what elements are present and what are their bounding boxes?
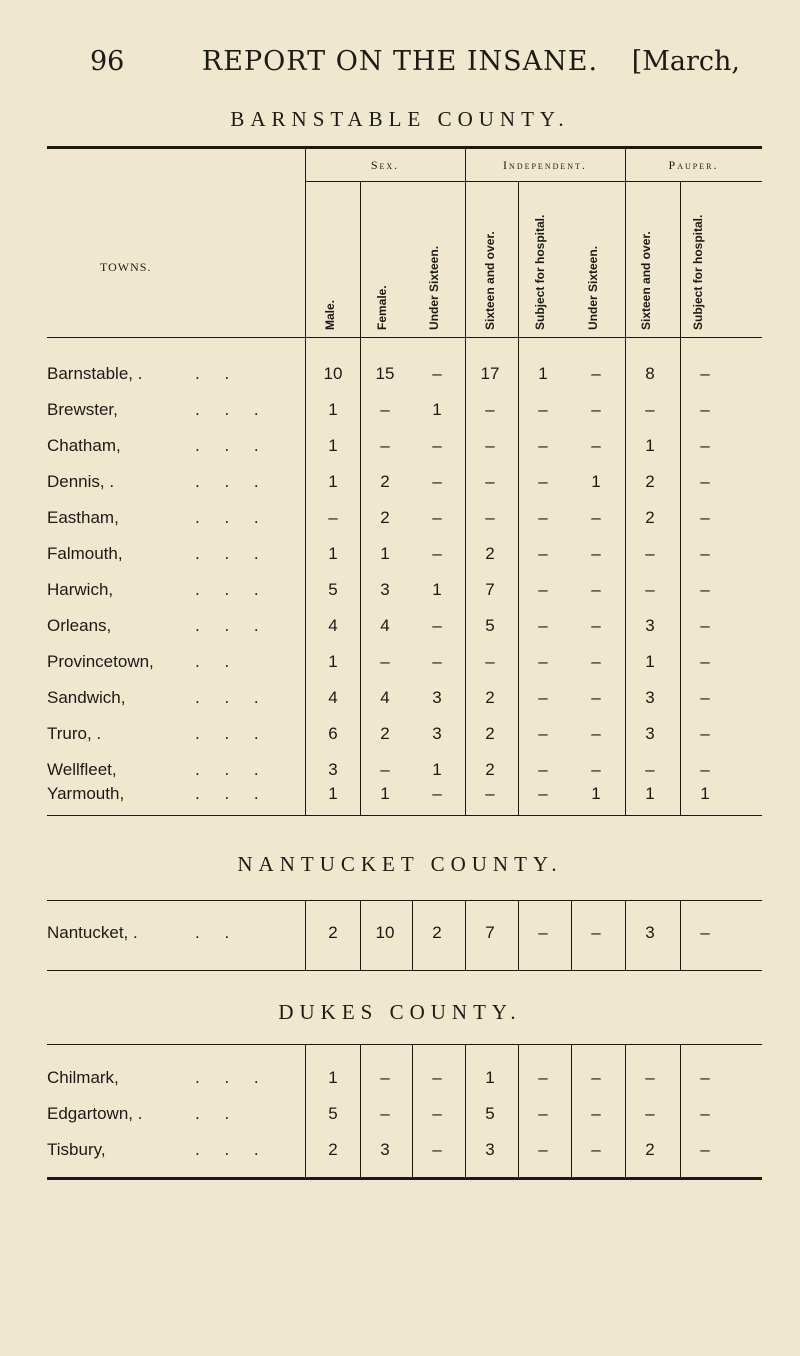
table-row xyxy=(0,436,800,466)
town-name: Sandwich, xyxy=(47,688,126,707)
ind-under16-cell: – xyxy=(432,1068,442,1087)
ind-hospital-cell: – xyxy=(538,472,548,491)
male-cell: 1 xyxy=(328,472,338,491)
ind-16over-cell: 5 xyxy=(485,1104,495,1123)
ind-hospital-cell: – xyxy=(538,544,548,563)
document-page: 96 REPORT ON THE INSANE. [March, BARNSTABLE COUNTY. Sex. Independent. Pauper. TOWNS. Male. Female. Under Sixteen. Sixteen and over. Subject for hospital. Under Sixteen. Sixteen and over. Subject for hospital. Barnstable, . . . 10 15 – 17 1 – 8 – Brewster, . . . 1 – 1 – – – – – Chatham, . . . 1 – – – – – 1 – Dennis, . . . . 1 2 – – – 1 2 – Eastham, . . . – 2 – – – – 2 – Falmouth, . . . 1 1 – 2 – – – – Harwich, . . . 5 3 1 7 – – – – Orleans, . . . 4 4 – 5 – – 3 – Provincetown, . . 1 – – – – – 1 – Sandwich, . . . 4 4 3 2 – – 3 – Truro, . . . . 6 2 3 2 – – 3 – Wellfleet, . . . 3 – 1 2 – – – – Yarmouth, . . . 1 1 – – – 1 1 1 NANTUCKET COUNTY. Nantucket, . . . 2 10 2 7 – – 3 – DUKES COUNTY. Chilmark, . . . 1 – – 1 – – – – Edgartown, . . . 5 – – 5 – – – – Tisbury, . . . 2 3 – 3 – – 2 – xyxy=(0,0,800,1356)
page-title: REPORT ON THE INSANE. xyxy=(201,46,599,77)
female-cell: 3 xyxy=(380,1140,390,1159)
ind-under16-cell: 1 xyxy=(432,580,442,599)
male-cell: 4 xyxy=(328,688,338,707)
section-top-rule xyxy=(47,900,762,901)
ind-hospital-cell: – xyxy=(538,724,548,743)
pau-under16-cell: – xyxy=(591,400,601,419)
table-row xyxy=(0,364,800,394)
town-name: Chatham, xyxy=(47,436,121,455)
table-row xyxy=(0,1104,800,1134)
ind-hospital-cell: 1 xyxy=(538,364,548,383)
town-name: Orleans, xyxy=(47,616,112,635)
ind-under16-cell: 1 xyxy=(432,760,442,779)
female-cell: – xyxy=(380,1104,390,1123)
pau-under16-cell: – xyxy=(591,1068,601,1087)
pau-under16-cell: – xyxy=(591,760,601,779)
female-cell: 10 xyxy=(375,923,395,942)
dukes-county-title: DUKES COUNTY. xyxy=(278,1000,522,1024)
pau-hospital-cell: – xyxy=(700,472,710,491)
table-row xyxy=(0,652,800,682)
female-cell: – xyxy=(380,400,390,419)
ind-hospital-cell: – xyxy=(538,508,548,527)
table-row xyxy=(0,923,800,953)
town-name: Nantucket, . xyxy=(47,923,138,942)
leader-dots: . . xyxy=(195,364,240,383)
leader-dots: . . . xyxy=(195,784,269,803)
town-name: Eastham, xyxy=(47,508,119,527)
ind-16over-cell: 7 xyxy=(485,580,495,599)
table-row xyxy=(0,544,800,574)
running-head xyxy=(0,46,800,86)
leader-dots: . . xyxy=(195,923,240,942)
ind-under16-cell: – xyxy=(432,364,442,383)
ind-hospital-cell: – xyxy=(538,436,548,455)
ind-hospital-cell: – xyxy=(538,1104,548,1123)
leader-dots: . . . xyxy=(195,724,269,743)
male-cell: 6 xyxy=(328,724,338,743)
ind-16over-cell: 7 xyxy=(485,923,495,942)
pau-16over-cell: 3 xyxy=(645,616,655,635)
ind-16over-cell: 2 xyxy=(485,688,495,707)
ind-16over-cell: 2 xyxy=(485,544,495,563)
pau-hospital-cell: – xyxy=(700,923,710,942)
leader-dots: . . . xyxy=(195,1140,269,1159)
town-name: Tisbury, xyxy=(47,1140,106,1159)
ind-16over-cell: 2 xyxy=(485,760,495,779)
barnstable-bottom-rule xyxy=(47,815,762,816)
pau-under16-cell: – xyxy=(591,1104,601,1123)
pau-under16-cell: 1 xyxy=(591,784,601,803)
ind-hospital-cell: – xyxy=(538,652,548,671)
ind-hospital-cell: – xyxy=(538,1140,548,1159)
ind-under16-cell: 3 xyxy=(432,724,442,743)
pau-under16-cell: – xyxy=(591,436,601,455)
pau-under16-cell: – xyxy=(591,1140,601,1159)
ind-under16-cell: 1 xyxy=(432,400,442,419)
pau-hospital-cell: – xyxy=(700,508,710,527)
female-cell: 2 xyxy=(380,724,390,743)
pau-under16-cell: 1 xyxy=(591,472,601,491)
pau-hospital-cell: – xyxy=(700,1140,710,1159)
pau-16over-cell: 1 xyxy=(645,652,655,671)
table-row xyxy=(0,400,800,430)
ind-hospital-cell: – xyxy=(538,784,548,803)
ind-under16-cell: 3 xyxy=(432,688,442,707)
ind-under16-cell: 2 xyxy=(432,923,442,942)
pau-16over-cell: 3 xyxy=(645,724,655,743)
ind-16over-cell: – xyxy=(485,472,495,491)
leader-dots: . . . xyxy=(195,688,269,707)
ind-hospital-cell: – xyxy=(538,400,548,419)
pau-hospital-cell: – xyxy=(700,436,710,455)
town-name: Brewster, xyxy=(47,400,118,419)
ind-hospital-cell: – xyxy=(538,580,548,599)
male-cell: 1 xyxy=(328,400,338,419)
nantucket-county-title: NANTUCKET COUNTY. xyxy=(237,852,563,876)
pau-16over-cell: 8 xyxy=(645,364,655,383)
pau-16over-cell: – xyxy=(645,1104,655,1123)
female-cell: 4 xyxy=(380,616,390,635)
towns-column-header: TOWNS. xyxy=(100,260,152,274)
ind-hospital-cell: – xyxy=(538,616,548,635)
female-cell: – xyxy=(380,760,390,779)
pau-hospital-cell: 1 xyxy=(700,784,710,803)
table-row xyxy=(0,724,800,754)
ind-16over-cell: 3 xyxy=(485,1140,495,1159)
pau-hospital-cell: – xyxy=(700,544,710,563)
ind-16over-cell: – xyxy=(485,784,495,803)
leader-dots: . . . xyxy=(195,472,269,491)
table-row xyxy=(0,472,800,502)
pau-16over-cell: – xyxy=(645,544,655,563)
section-bottom-rule xyxy=(47,970,762,971)
town-name: Harwich, xyxy=(47,580,114,599)
male-cell: 1 xyxy=(328,436,338,455)
female-cell: 3 xyxy=(380,580,390,599)
male-cell: 3 xyxy=(328,760,338,779)
ind-16over-cell: – xyxy=(485,400,495,419)
pauper-group-header: Pauper. xyxy=(668,158,719,172)
female-cell: 1 xyxy=(380,784,390,803)
pau-under16-cell: – xyxy=(591,688,601,707)
ind-under16-cell: – xyxy=(432,784,442,803)
pau-hospital-cell: – xyxy=(700,400,710,419)
ind-16over-cell: 1 xyxy=(485,1068,495,1087)
pau-under16-cell: – xyxy=(591,580,601,599)
leader-dots: . . xyxy=(195,652,240,671)
ind-16over-cell: – xyxy=(485,652,495,671)
pau-hospital-cell: – xyxy=(700,652,710,671)
section-top-rule xyxy=(47,1044,762,1045)
pau-under16-cell: – xyxy=(591,652,601,671)
pau-16over-cell: – xyxy=(645,400,655,419)
pau-16over-cell: 2 xyxy=(645,508,655,527)
independent-group-header: Independent. xyxy=(503,158,587,172)
male-cell: 1 xyxy=(328,652,338,671)
group-header-rule xyxy=(305,181,762,182)
town-name: Edgartown, . xyxy=(47,1104,143,1123)
ind-16over-cell: – xyxy=(485,436,495,455)
town-name: Falmouth, xyxy=(47,544,123,563)
female-cell: 4 xyxy=(380,688,390,707)
male-cell: 4 xyxy=(328,616,338,635)
pau-16over-cell: 1 xyxy=(645,436,655,455)
leader-dots: . . xyxy=(195,1104,240,1123)
town-name: Wellfleet, xyxy=(47,760,117,779)
male-cell: 5 xyxy=(328,1104,338,1123)
male-cell: 1 xyxy=(328,1068,338,1087)
pau-16over-cell: – xyxy=(645,580,655,599)
town-name: Dennis, . xyxy=(47,472,115,491)
ind-under16-cell: – xyxy=(432,436,442,455)
pau-hospital-cell: – xyxy=(700,1068,710,1087)
pau-under16-cell: – xyxy=(591,724,601,743)
pau-hospital-cell: – xyxy=(700,616,710,635)
header-bottom-rule xyxy=(47,337,762,338)
pau-16over-cell: 2 xyxy=(645,1140,655,1159)
town-name: Provincetown, xyxy=(47,652,154,671)
pau-16over-cell: 3 xyxy=(645,688,655,707)
leader-dots: . . . xyxy=(195,508,269,527)
ind-16over-cell: 5 xyxy=(485,616,495,635)
pau-under16-cell: – xyxy=(591,923,601,942)
ind-16over-cell: 17 xyxy=(480,364,500,383)
male-cell: 2 xyxy=(328,1140,338,1159)
leader-dots: . . . xyxy=(195,436,269,455)
ind-under16-cell: – xyxy=(432,544,442,563)
ind-under16-cell: – xyxy=(432,1140,442,1159)
leader-dots: . . . xyxy=(195,544,269,563)
town-name: Chilmark, xyxy=(47,1068,119,1087)
female-cell: 15 xyxy=(375,364,395,383)
pau-16over-cell: 3 xyxy=(645,923,655,942)
male-cell: – xyxy=(328,508,338,527)
pau-under16-cell: – xyxy=(591,616,601,635)
ind-16over-cell: 2 xyxy=(485,724,495,743)
pau-16over-cell: – xyxy=(645,760,655,779)
pau-hospital-cell: – xyxy=(700,580,710,599)
male-cell: 5 xyxy=(328,580,338,599)
ind-under16-cell: – xyxy=(432,652,442,671)
leader-dots: . . . xyxy=(195,1068,269,1087)
female-cell: 1 xyxy=(380,544,390,563)
leader-dots: . . . xyxy=(195,580,269,599)
pau-hospital-cell: – xyxy=(700,760,710,779)
page-number: 96 xyxy=(90,46,125,77)
pau-hospital-cell: – xyxy=(700,1104,710,1123)
table-bottom-rule xyxy=(47,1177,762,1180)
ind-hospital-cell: – xyxy=(538,760,548,779)
pau-hospital-cell: – xyxy=(700,364,710,383)
female-cell: – xyxy=(380,1068,390,1087)
leader-dots: . . . xyxy=(195,616,269,635)
pau-under16-cell: – xyxy=(591,364,601,383)
table-top-rule xyxy=(47,146,762,149)
leader-dots: . . . xyxy=(195,400,269,419)
male-cell: 1 xyxy=(328,544,338,563)
female-cell: 2 xyxy=(380,508,390,527)
ind-under16-cell: – xyxy=(432,616,442,635)
pau-hospital-cell: – xyxy=(700,724,710,743)
pau-under16-cell: – xyxy=(591,544,601,563)
male-cell: 1 xyxy=(328,784,338,803)
ind-hospital-cell: – xyxy=(538,688,548,707)
table-row xyxy=(0,616,800,646)
sex-group-header: Sex. xyxy=(370,158,400,172)
pau-16over-cell: 2 xyxy=(645,472,655,491)
ind-under16-cell: – xyxy=(432,1104,442,1123)
pau-16over-cell: 1 xyxy=(645,784,655,803)
table-row xyxy=(0,1140,800,1170)
town-name: Truro, . xyxy=(47,724,102,743)
ind-under16-cell: – xyxy=(432,472,442,491)
table-row xyxy=(0,784,800,814)
table-row xyxy=(0,508,800,538)
female-cell: 2 xyxy=(380,472,390,491)
pau-hospital-cell: – xyxy=(700,688,710,707)
pau-under16-cell: – xyxy=(591,508,601,527)
table-row xyxy=(0,688,800,718)
table-row xyxy=(0,580,800,610)
male-cell: 2 xyxy=(328,923,338,942)
town-name: Barnstable, . xyxy=(47,364,143,383)
barnstable-county-title: BARNSTABLE COUNTY. xyxy=(230,107,570,131)
month-label: [March, xyxy=(631,46,740,77)
ind-16over-cell: – xyxy=(485,508,495,527)
table-row xyxy=(0,1068,800,1098)
male-cell: 10 xyxy=(323,364,343,383)
leader-dots: . . . xyxy=(195,760,269,779)
ind-under16-cell: – xyxy=(432,508,442,527)
female-cell: – xyxy=(380,436,390,455)
ind-hospital-cell: – xyxy=(538,1068,548,1087)
town-name: Yarmouth, xyxy=(47,784,125,803)
ind-hospital-cell: – xyxy=(538,923,548,942)
female-cell: – xyxy=(380,652,390,671)
pau-16over-cell: – xyxy=(645,1068,655,1087)
